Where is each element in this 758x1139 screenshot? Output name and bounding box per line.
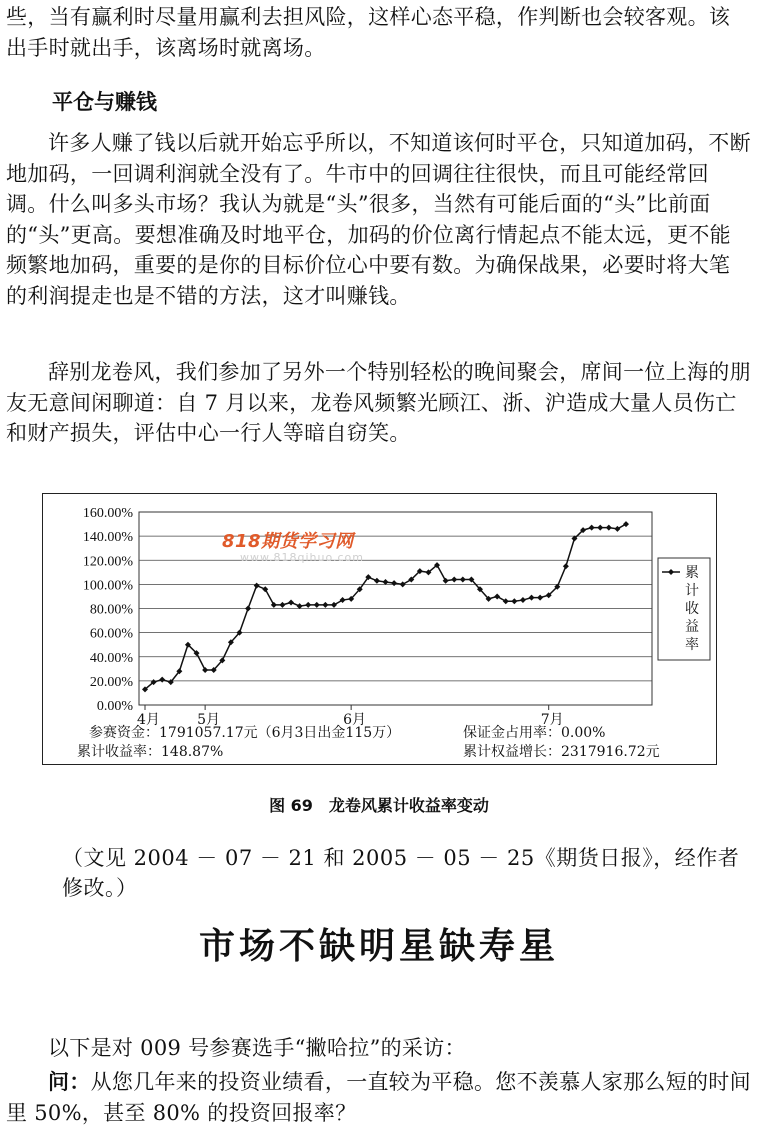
data-point xyxy=(279,602,285,608)
data-point xyxy=(606,525,612,531)
paragraph-farewell: 辞别龙卷风，我们参加了另外一个特别轻松的晚间聚会，席间一位上海的朋友无意间闲聊道：自 7 月以来，龙卷风频繁光顾江、浙、沪造成大量人员伤亡和财产损失，评估中心一行人等暗自窃笑。 xyxy=(6,360,751,445)
interview-intro: 以下是对 009 号参赛选手“撇哈拉”的采访： xyxy=(48,1036,466,1060)
line-chart xyxy=(43,494,718,766)
y-tick-label: 80.00% xyxy=(89,602,133,618)
data-point xyxy=(245,606,251,612)
y-tick-label: 40.00% xyxy=(89,650,133,666)
data-point xyxy=(597,525,603,531)
data-point xyxy=(271,602,277,608)
legend-label-char: 益 xyxy=(685,619,699,635)
y-tick-label: 120.00% xyxy=(82,554,133,570)
data-point xyxy=(202,667,208,673)
data-point xyxy=(314,602,320,608)
data-point xyxy=(511,598,517,604)
info-cumulative-return: 累计收益率：148.87% xyxy=(77,744,224,760)
data-point xyxy=(331,602,337,608)
y-tick-label: 60.00% xyxy=(89,626,133,642)
data-point xyxy=(400,581,406,587)
x-tick-label: 4月 xyxy=(137,712,160,728)
series-line xyxy=(145,524,626,689)
data-point xyxy=(262,586,268,592)
y-tick-label: 100.00% xyxy=(82,578,133,594)
data-point xyxy=(529,595,535,601)
x-tick-label: 5月 xyxy=(197,712,221,728)
data-point xyxy=(254,583,260,589)
source-note: （文见 2004 － 07 － 21 和 2005 － 05 － 25《期货日报》，经作者修改。） xyxy=(62,846,740,900)
data-point xyxy=(391,580,397,586)
question-text: 从您几年来的投资业绩看，一直较为平稳。您不羡慕人家那么短的时间里 50%，甚至 80% 的投资回报率？ xyxy=(6,1070,751,1125)
data-point xyxy=(451,577,457,583)
data-point xyxy=(503,598,509,604)
data-point xyxy=(374,578,380,584)
y-tick-label: 140.00% xyxy=(82,530,133,546)
legend-label-char: 率 xyxy=(685,637,699,653)
data-point xyxy=(305,602,311,608)
figure-caption: 图 69 龙卷风累计收益率变动 xyxy=(269,796,489,815)
section-heading: 平仓与赚钱 xyxy=(52,90,157,114)
data-point xyxy=(537,595,543,601)
data-point xyxy=(460,577,466,583)
data-point xyxy=(443,578,449,584)
paragraph-intro: 些，当有赢利时尽量用赢利去担风险，这样心态平稳，作判断也会较客观。该出手时就出手，该离场时就离场。 xyxy=(6,5,731,60)
data-point xyxy=(520,597,526,603)
question-label: 问： xyxy=(48,1070,91,1094)
legend-label-char: 计 xyxy=(685,583,699,599)
article-title: 市场不缺明星缺寿星 xyxy=(198,926,559,967)
data-point xyxy=(340,597,346,603)
interview-question xyxy=(6,1067,751,1128)
data-point xyxy=(322,602,328,608)
x-tick-label: 6月 xyxy=(343,712,367,728)
y-tick-label: 0.00% xyxy=(96,699,133,714)
info-margin: 保证金占用率：0.00% xyxy=(463,725,606,741)
data-point xyxy=(159,677,165,683)
data-point xyxy=(589,525,595,531)
watermark-url: www.818qihuo.com xyxy=(240,551,364,564)
x-tick-label: 7月 xyxy=(540,712,564,728)
paragraph-close-and-profit: 许多人赚了钱以后就开始忘乎所以，不知道该何时平仓，只知道加码，不断地加码，一回调利润就全没有了。牛市中的回调往往很快，而且可能经常回调。什么叫多头市场？我认为就是“头”很多，当然有可能后面的“头”比前面的“头”更高。要想准确及时地平仓，加码的价位离行情起点不能太远，更不能频繁地加码，重要的是你的目标价位心中要有数。为确保战果，必要时将大笔的利润提走也是不错的方法，这才叫赚钱。 xyxy=(6,131,751,308)
data-point xyxy=(288,599,294,605)
info-equity-growth: 累计权益增长：2317916.72元 xyxy=(463,744,660,760)
legend-box xyxy=(658,558,710,660)
data-point xyxy=(563,563,569,569)
legend-label-char: 收 xyxy=(685,601,699,617)
legend-label-char: 累 xyxy=(685,565,699,581)
info-capital: 参赛资金：1791057.17元（6月3日出金115万） xyxy=(89,725,401,741)
data-point xyxy=(494,593,500,599)
y-tick-label: 20.00% xyxy=(89,674,133,690)
data-point xyxy=(614,526,620,532)
y-tick-label: 160.00% xyxy=(82,506,133,521)
data-point xyxy=(623,521,629,527)
watermark-logo: 818期货学习网 xyxy=(222,531,354,552)
chart-figure xyxy=(42,493,717,765)
